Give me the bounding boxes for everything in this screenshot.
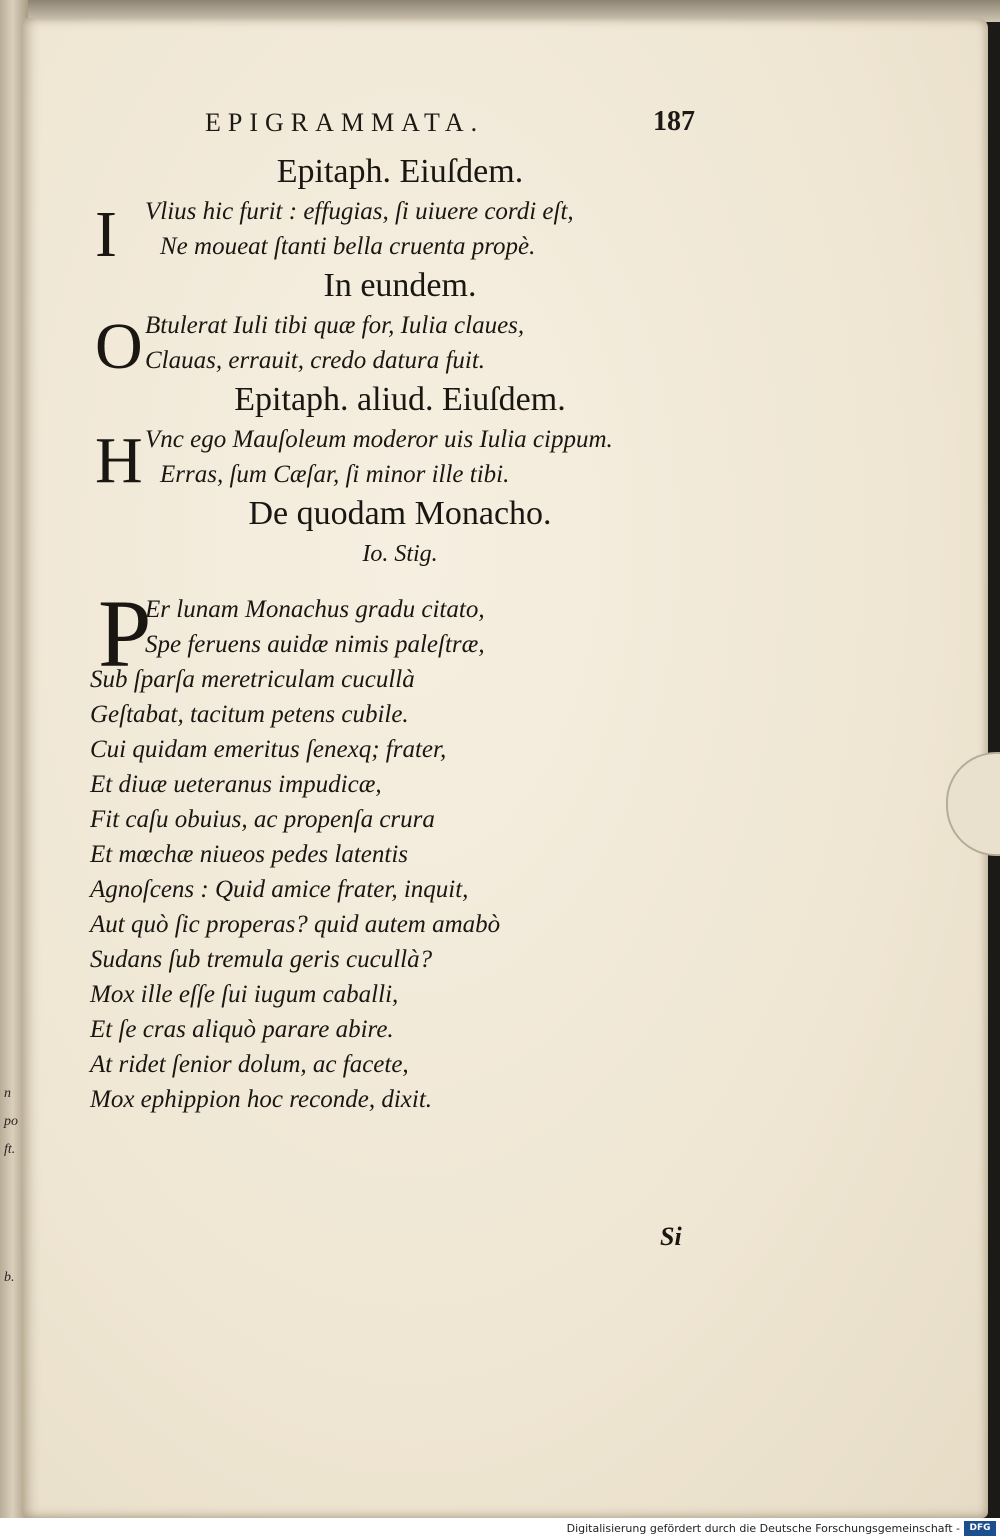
drop-capital: O xyxy=(95,310,143,383)
drop-capital: I xyxy=(95,198,117,271)
catchword: Si xyxy=(660,1222,682,1251)
running-title: EPIGRAMMATA. xyxy=(205,108,485,137)
verse-line: Et diuæ ueteranus impudicæ, xyxy=(90,771,382,798)
verse-line: Et ſe cras aliquò parare abire. xyxy=(90,1016,394,1043)
left-margin-fragments xyxy=(4,1080,22,1292)
verse-line: Er lunam Monachus gradu citato, xyxy=(145,596,485,623)
epigram xyxy=(90,194,710,271)
dfg-logo: DFG xyxy=(964,1521,996,1536)
verse-line: Clauas, errauit, credo datura fuit. xyxy=(145,347,486,374)
verse-line: Spe feruens auidæ nimis paleſtræ, xyxy=(145,631,485,658)
verse-line: Erras, ſum Cæſar, ſi minor ille tibi. xyxy=(160,461,510,488)
verse-line: Geſtabat, tacitum petens cubile. xyxy=(90,701,409,728)
verse-line: Cui quidam emeritus ſenexq; frater, xyxy=(90,736,447,763)
verse-line: At ridet ſenior dolum, ac facete, xyxy=(90,1051,409,1078)
verse-line: Mox ephippion hoc reconde, dixit. xyxy=(90,1086,433,1113)
page-header xyxy=(205,108,695,148)
epigram xyxy=(90,308,710,383)
verse-line: Sub ſparſa meretriculam cucullà xyxy=(90,666,415,693)
margin-fragment: n xyxy=(4,1086,11,1101)
margin-fragment: b. xyxy=(4,1270,15,1285)
page-text xyxy=(90,150,710,1117)
section-heading: Epitaph. aliud. Eiuſdem. xyxy=(234,381,566,418)
margin-fragment: ft. xyxy=(4,1142,16,1157)
verse-line: Btulerat Iuli tibi quæ for, Iulia claues, xyxy=(145,312,525,339)
epigram xyxy=(90,422,710,497)
verse-line: Vnc ego Mauſoleum moderor uis Iulia cippum. xyxy=(145,426,613,453)
digitization-footer xyxy=(0,1518,1000,1540)
author-attribution: Io. Stig. xyxy=(362,541,438,567)
verse-line: Agnoſcens : Quid amice frater, inquit, xyxy=(90,876,469,903)
page-number: 187 xyxy=(653,106,695,137)
section-heading: Epitaph. Eiuſdem. xyxy=(276,153,524,190)
verse-line: Et mœchæ niueos pedes latentis xyxy=(90,841,409,868)
verse-line: Fit caſu obuius, ac propenſa crura xyxy=(90,806,435,833)
drop-capital: H xyxy=(95,424,143,497)
poem xyxy=(90,580,710,1117)
verse-line: Ne moueat ſtanti bella cruenta propè. xyxy=(160,233,536,260)
drop-capital: P xyxy=(98,580,152,687)
margin-fragment: po xyxy=(4,1114,18,1129)
verse-line: Mox ille eſſe ſui iugum caballi, xyxy=(90,981,399,1008)
verse-line: Vlius hic furit : effugias, ſi uiuere cordi eſt, xyxy=(145,198,574,225)
verse-line: Sudans ſub tremula geris cucullà? xyxy=(90,946,433,973)
funding-credit: Digitalisierung gefördert durch die Deutsche Forschungsgemeinschaft - xyxy=(566,1522,960,1535)
verse-line: Aut quò ſic properas? quid autem amabò xyxy=(90,911,501,938)
section-heading: In eundem. xyxy=(323,267,477,304)
section-heading: De quodam Monacho. xyxy=(248,495,552,532)
